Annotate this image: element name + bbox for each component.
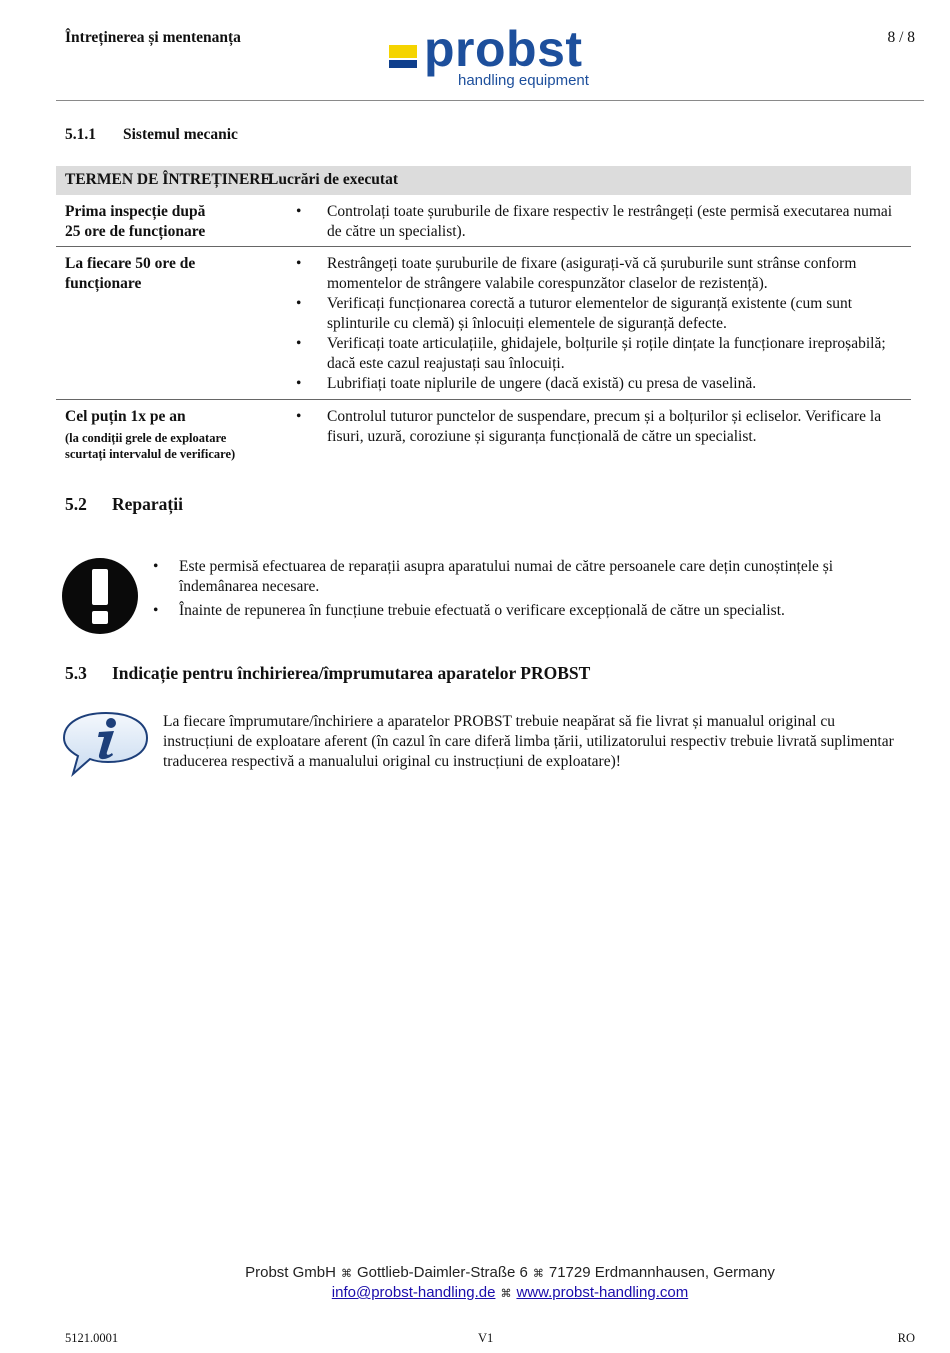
section-number: 5.3 <box>65 663 87 683</box>
logo-tagline: handling equipment <box>458 72 589 89</box>
repair-notes <box>153 557 913 625</box>
separator-icon: ⌘ <box>340 1268 352 1280</box>
table-header <box>56 166 911 195</box>
logo-blue-bar <box>389 60 417 68</box>
row-term <box>65 202 205 242</box>
company-name: Probst GmbH <box>245 1264 336 1281</box>
task-item: • Controlați toate șuruburile de fixare respectiv le restrângeți (este permisă executarea numai de către un specialist). <box>296 202 896 242</box>
website-link[interactable]: www.probst-handling.com <box>516 1284 689 1301</box>
list-item: • Înainte de repunerea în funcțiune trebuie efectuată o verificare excepțională de către un specialist. <box>153 601 913 621</box>
table-row <box>56 195 911 247</box>
section-title: Sistemul mecanic <box>123 126 238 143</box>
separator-icon: ⌘ <box>532 1268 544 1280</box>
row-tasks <box>296 254 896 394</box>
logo-yellow-bar <box>389 45 417 58</box>
term-line: 25 ore de funcționare <box>65 223 206 240</box>
term-line: funcționare <box>65 275 142 292</box>
footer-links <box>0 1284 950 1301</box>
section-511-heading <box>65 126 238 144</box>
column-header-work: Lucrări de executat <box>268 171 398 188</box>
column-header-term: TERMEN DE ÎNTREȚINERE <box>65 171 271 188</box>
term-note <box>65 430 235 462</box>
section-number: 5.1.1 <box>65 126 96 143</box>
task-item: • Verificați toate articulațiile, ghidajele, bolțurile și roțile dințate la funcționare ireproșabilă; dacă este cazul reajustați sau înlocuiți. <box>296 334 896 374</box>
maintenance-table <box>56 166 911 470</box>
row-term <box>65 254 195 294</box>
footer-address <box>0 1264 950 1281</box>
table-row <box>56 400 911 470</box>
language-code: RO <box>897 1331 915 1345</box>
section-title: Indicație pentru închirierea/împrumutarea aparatelor PROBST <box>112 663 591 683</box>
term-line: Prima inspecție după <box>65 203 206 220</box>
section-52-heading <box>65 494 183 515</box>
info-icon <box>61 710 151 778</box>
section-53-heading <box>65 663 590 684</box>
probst-logo <box>388 21 603 96</box>
header-title: Întreținerea și mentenanța <box>65 29 241 46</box>
task-item: • Lubrifiați toate niplurile de ungere (dacă există) cu presa de vaselină. <box>296 374 896 394</box>
task-item: • Restrângeți toate șuruburile de fixare (asigurați-vă că șuruburile sunt strânse conform momentelor de strângere valabile corespunzător claselor de rezistență). <box>296 254 896 294</box>
rental-notice: La fiecare împrumutare/închiriere a aparatelor PROBST trebuie neapărat să fie livrat și manualul original cu instrucțiuni de exploatare aferent (în cazul în care diferă limba țării, utilizatorului respectiv trebuie livrată suplimentar traducerea respectivă a manualului original cu instrucțiuni de exploatare)! <box>163 713 894 770</box>
note-line: scurtați intervalul de verificare) <box>65 447 236 461</box>
email-link[interactable]: info@probst-handling.de <box>331 1284 496 1301</box>
task-item: • Controlul tuturor punctelor de suspendare, precum și a bolțurilor și ecliselor. Verificare la fisuri, uzură, coroziune și siguranța funcțională de către un specialist. <box>296 407 896 447</box>
header-divider <box>56 100 924 101</box>
city-address: 71729 Erdmannhausen, Germany <box>548 1264 775 1281</box>
task-item: • Verificați funcționarea corectă a tuturor elementelor de siguranță existente (cum sunt splinturile cu clemă) și înlocuiți elementele de siguranță defecte. <box>296 294 896 334</box>
row-tasks <box>296 407 896 447</box>
logo-word: probst <box>424 21 583 77</box>
term-line: La fiecare 50 ore de <box>65 255 196 272</box>
street-address: Gottlieb-Daimler-Straße 6 <box>356 1264 528 1281</box>
separator-icon: ⌘ <box>500 1288 512 1300</box>
page-number: 8 / 8 <box>887 29 915 46</box>
term-line: Cel puțin 1x pe an <box>65 408 186 425</box>
list-item: • Este permisă efectuarea de reparații asupra aparatului numai de către persoanele care dețin cunoștințele și îndemânarea necesare. <box>153 557 913 597</box>
section-number: 5.2 <box>65 494 87 514</box>
row-term <box>65 407 235 462</box>
table-row <box>56 247 911 400</box>
exclamation-icon <box>61 557 139 635</box>
document-number: 5121.0001 <box>65 1331 119 1345</box>
row-tasks <box>296 202 896 242</box>
version-label: V1 <box>478 1331 494 1345</box>
note-line: (la condiții grele de exploatare <box>65 431 227 445</box>
section-title: Reparații <box>112 494 183 514</box>
